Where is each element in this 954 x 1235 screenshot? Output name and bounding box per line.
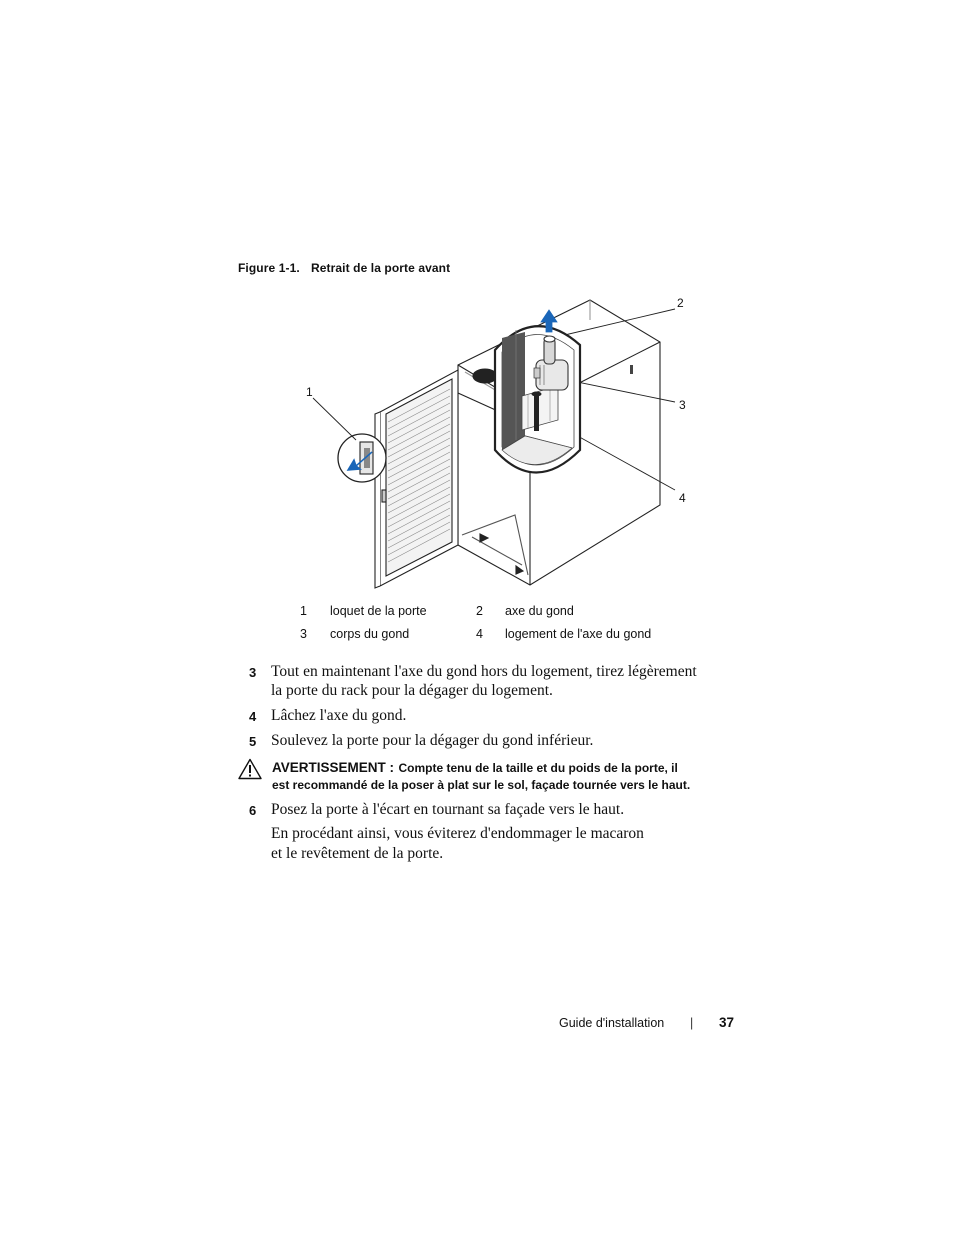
step-text-line: Lâchez l'axe du gond. <box>271 707 407 724</box>
warning-text: Compte tenu de la taille et du poids de la porte, il <box>398 761 678 775</box>
callout-1: 1 <box>306 385 313 399</box>
warning-triangle-icon <box>238 758 262 780</box>
hinge-body <box>536 360 568 390</box>
step-number: 3 <box>249 665 257 680</box>
warning-label: AVERTISSEMENT : <box>272 760 395 775</box>
warning-line-2: est recommandé de la poser à plat sur le sol, façade tournée vers le haut. <box>272 778 691 792</box>
legend-label: axe du gond <box>505 604 574 618</box>
footer-separator: | <box>690 1016 694 1030</box>
step-number: 4 <box>249 709 257 724</box>
footer-title: Guide d'installation <box>559 1016 665 1030</box>
figure-number: Figure 1-1. <box>238 261 300 275</box>
legend-label: logement de l'axe du gond <box>505 627 652 641</box>
step-text-line: la porte du rack pour la dégager du logement. <box>271 682 553 699</box>
step-text-line: Posez la porte à l'écart en tournant sa façade vers le haut. <box>271 801 625 818</box>
pin-receptacle <box>534 393 539 431</box>
legend-number: 2 <box>476 604 483 618</box>
figure-title: Retrait de la porte avant <box>311 261 451 275</box>
legend-number: 4 <box>476 627 483 641</box>
page-number: 37 <box>719 1015 735 1030</box>
callout-4: 4 <box>679 491 686 505</box>
step-text-line: Soulevez la porte pour la dégager du gond inférieur. <box>271 732 594 749</box>
callout-2: 2 <box>677 296 684 310</box>
callout-3: 3 <box>679 398 686 412</box>
warning-line-1 <box>272 759 678 777</box>
legend-label: loquet de la porte <box>330 604 427 618</box>
legend-label: corps du gond <box>330 627 410 641</box>
door-removal-illustration <box>290 290 710 595</box>
figure-caption <box>238 261 450 275</box>
legend-number: 3 <box>300 627 307 641</box>
step-text-line: Tout en maintenant l'axe du gond hors du logement, tirez légèrement <box>271 663 697 680</box>
step-number: 6 <box>249 803 257 818</box>
step-number: 5 <box>249 734 257 749</box>
paragraph-line: et le revêtement de la porte. <box>271 845 444 862</box>
legend-number: 1 <box>300 604 307 618</box>
paragraph-line: En procédant ainsi, vous éviterez d'endommager le macaron <box>271 825 644 842</box>
